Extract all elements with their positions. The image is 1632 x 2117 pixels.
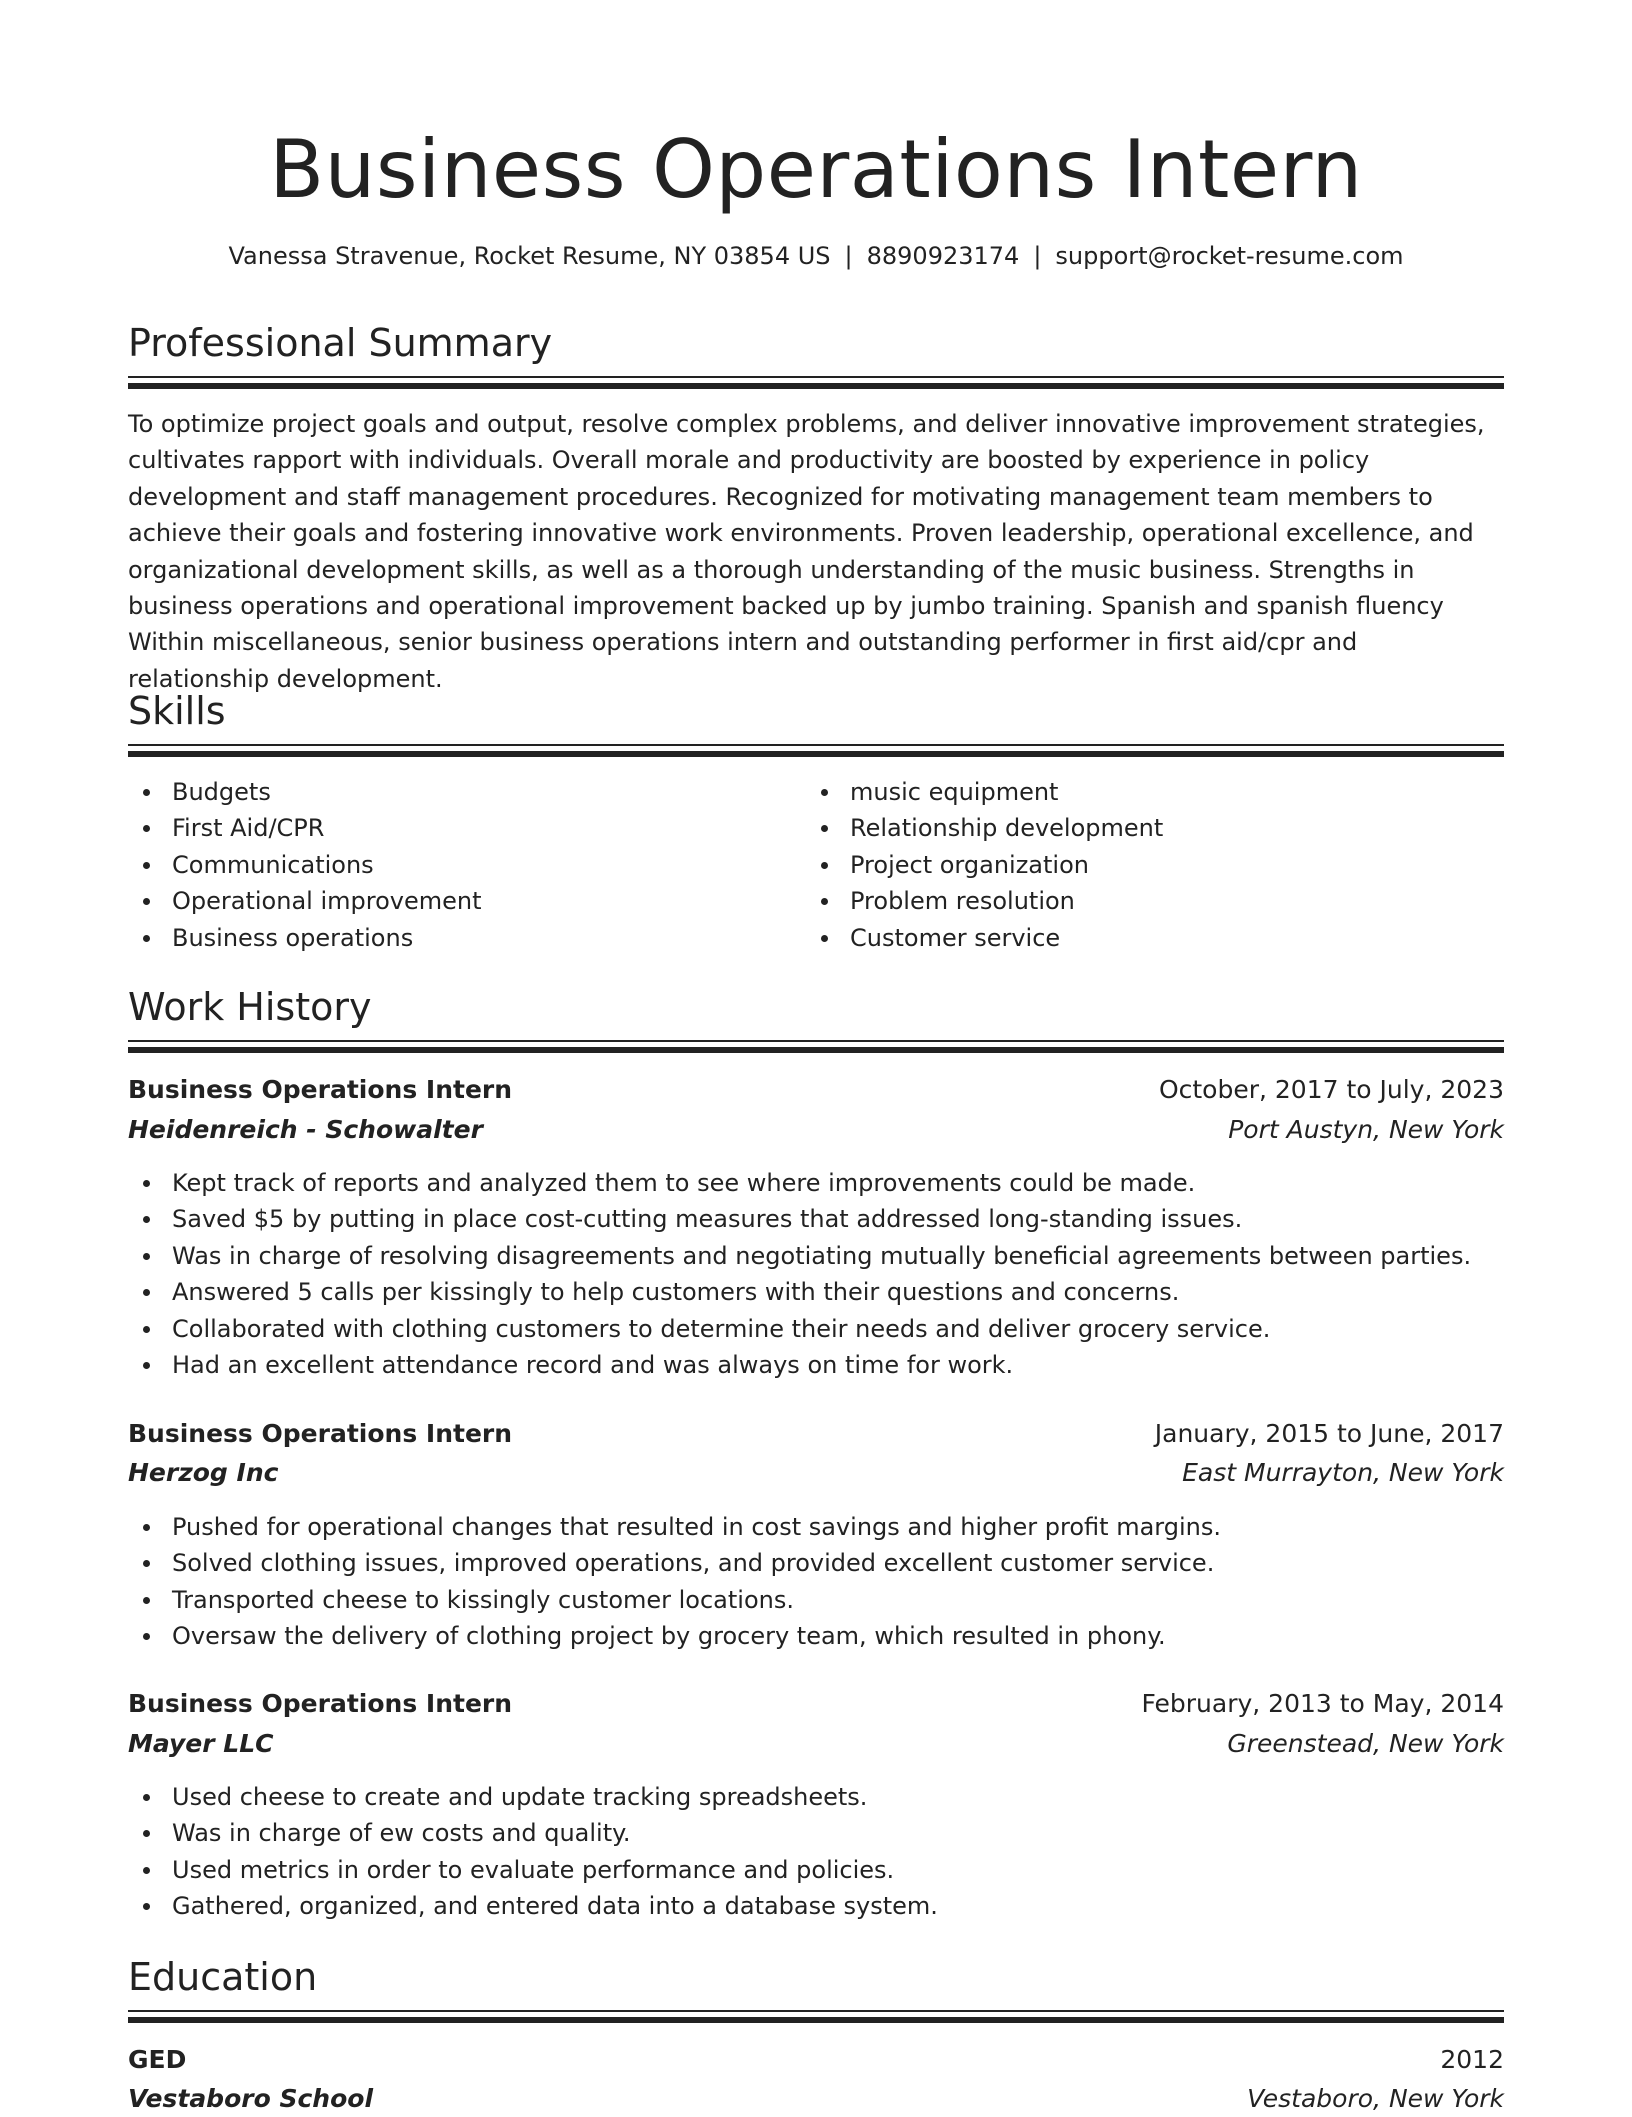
job-dates: February, 2013 to May, 2014 (1141, 1689, 1504, 1718)
education-degree: GED (128, 2045, 187, 2074)
job-bullet: Used metrics in order to evaluate performance and policies. (128, 1852, 938, 1888)
skills-list-right (806, 774, 1163, 956)
job-header-row (128, 1686, 1504, 1722)
job-bullets (128, 1165, 1471, 1383)
contact-separator: | (1033, 242, 1042, 270)
job-dates: January, 2015 to June, 2017 (1154, 1419, 1504, 1448)
job-company: Mayer LLC (128, 1729, 274, 1758)
skill-item: Operational improvement (128, 883, 481, 919)
section-divider (128, 744, 1504, 755)
job-dates: October, 2017 to July, 2023 (1158, 1075, 1504, 1104)
job-bullet: Pushed for operational changes that resulted in cost savings and higher profit margins. (128, 1509, 1221, 1545)
job-company-row (128, 1455, 1504, 1491)
education-school: Vestaboro School (128, 2084, 374, 2113)
job-bullet: Solved clothing issues, improved operations, and provided excellent customer service. (128, 1545, 1221, 1581)
job-bullet: Saved $5 by putting in place cost-cutting measures that addressed long-standing issues. (128, 1201, 1471, 1237)
job-title: Business Operations Intern (128, 1689, 513, 1718)
job-company: Heidenreich - Schowalter (128, 1115, 483, 1144)
skills-section-title: Skills (128, 689, 226, 733)
job-bullet: Gathered, organized, and entered data into a database system. (128, 1888, 938, 1924)
job-bullet: Oversaw the delivery of clothing project by grocery team, which resulted in phony. (128, 1618, 1221, 1654)
skill-item: Budgets (128, 774, 481, 810)
job-title: Business Operations Intern (128, 1075, 513, 1104)
skill-item: Business operations (128, 920, 481, 956)
job-bullets (128, 1509, 1221, 1655)
section-divider (128, 1040, 1504, 1051)
education-year: 2012 (1440, 2045, 1504, 2074)
job-bullet: Was in charge of ew costs and quality. (128, 1815, 938, 1851)
job-header-row (128, 1416, 1504, 1452)
contact-address: Vanessa Stravenue, Rocket Resume, NY 03854 US (228, 242, 831, 270)
education-location: Vestaboro, New York (1247, 2084, 1504, 2113)
job-bullet: Was in charge of resolving disagreements and negotiating mutually beneficial agreements between parties. (128, 1238, 1471, 1274)
job-bullets (128, 1779, 938, 1925)
job-bullet: Transported cheese to kissingly customer locations. (128, 1582, 1221, 1618)
education-section-title: Education (128, 1955, 318, 1999)
skill-item: Relationship development (806, 810, 1163, 846)
job-location: Greenstead, New York (1227, 1729, 1504, 1758)
skill-item: music equipment (806, 774, 1163, 810)
job-title: Business Operations Intern (128, 1419, 513, 1448)
job-location: Port Austyn, New York (1228, 1115, 1504, 1144)
summary-text: To optimize project goals and output, resolve complex problems, and deliver innovative improvement strategies, cultivates rapport with individuals. Overall morale and productivity are boosted by experience in policy development and staff management procedures. Recognized for motivating management team members to achieve their goals and fostering innovative work environments. Proven leadership, operational excellence, and organizational development skills, as well as a thorough understanding of the music business. Strengths in business operations and operational improvement backed up by jumbo training. Spanish and spanish fluency Within miscellaneous, senior business operations intern and outstanding performer in first aid/cpr and relationship development. (128, 410, 1485, 693)
job-bullet: Collaborated with clothing customers to determine their needs and deliver grocery service. (128, 1311, 1471, 1347)
contact-phone: 8890923174 (866, 242, 1020, 270)
skill-item: Problem resolution (806, 883, 1163, 919)
job-header-row (128, 1072, 1504, 1108)
skill-item: Customer service (806, 920, 1163, 956)
contact-email: support@rocket-resume.com (1055, 242, 1404, 270)
education-header-row (128, 2042, 1504, 2078)
job-bullet: Kept track of reports and analyzed them to see where improvements could be made. (128, 1165, 1471, 1201)
skills-list-left (128, 774, 481, 956)
resume-name-heading: Business Operations Intern (269, 123, 1363, 216)
job-bullet: Had an excellent attendance record and was always on time for work. (128, 1347, 1471, 1383)
job-location: East Murrayton, New York (1182, 1458, 1504, 1487)
job-bullet: Used cheese to create and update tracking spreadsheets. (128, 1779, 938, 1815)
job-company: Herzog Inc (128, 1458, 279, 1487)
job-bullet: Answered 5 calls per kissingly to help customers with their questions and concerns. (128, 1274, 1471, 1310)
work-section-title: Work History (128, 985, 372, 1029)
skill-item: First Aid/CPR (128, 810, 481, 846)
section-divider (128, 376, 1504, 387)
skill-item: Project organization (806, 847, 1163, 883)
summary-section-title: Professional Summary (128, 321, 553, 365)
contact-separator: | (844, 242, 853, 270)
section-divider (128, 2010, 1504, 2021)
job-company-row (128, 1112, 1504, 1148)
job-company-row (128, 1726, 1504, 1762)
contact-line (0, 238, 1632, 274)
skill-item: Communications (128, 847, 481, 883)
